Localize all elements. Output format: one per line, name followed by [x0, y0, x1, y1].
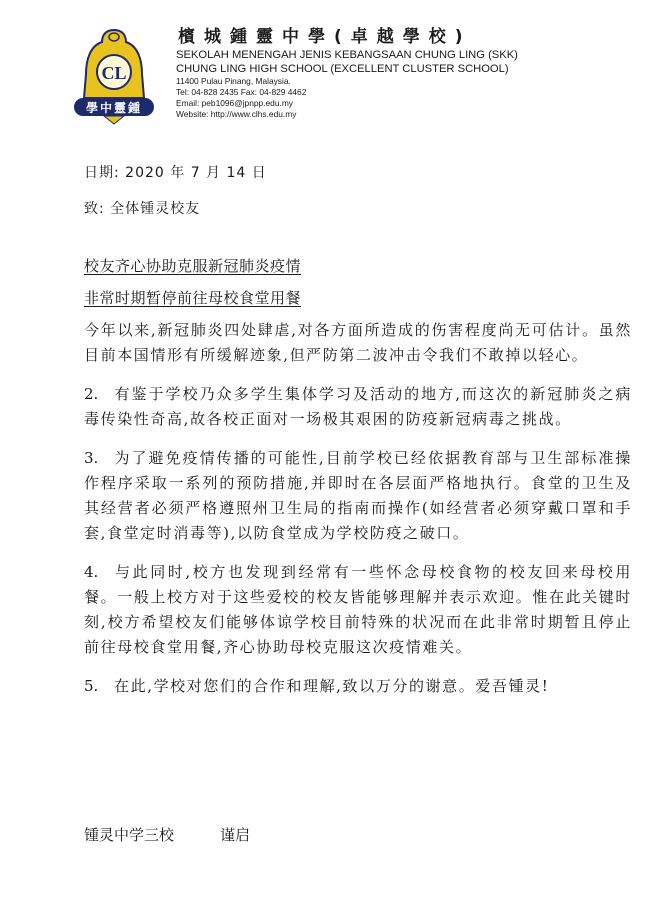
sender-name: 锺灵中学三校 — [84, 826, 175, 844]
logo-motto: 學中靈鍾 — [85, 101, 143, 115]
school-email: Email: peb1096@jpnpp.edu.my — [176, 98, 293, 108]
paragraph-3-number: 3. — [84, 449, 99, 467]
paragraph-1 — [84, 318, 632, 368]
school-name-chinese: 檳城鍾靈中學(卓越學校) — [178, 27, 472, 47]
paragraph-5-number: 5. — [84, 677, 99, 695]
school-logo — [72, 26, 156, 126]
paragraph-4-number: 4. — [84, 563, 99, 581]
closing-phrase: 谨启 — [220, 826, 251, 844]
letterhead-text — [176, 26, 636, 120]
logo-emblem-letters: CL — [101, 63, 127, 83]
paragraph-5 — [84, 674, 632, 699]
paragraph-2-text: 有鉴于学校乃众多学生集体学习及活动的地方,而这次的新冠肺炎之病毒传染性奇高,故各校正面对一场极其艰困的防疫新冠病毒之挑战。 — [84, 385, 632, 428]
letter-body — [84, 162, 632, 713]
letter-subheadline: 非常时期暂停前往母校食堂用餐 — [84, 289, 302, 307]
school-website: Website: http://www.clhs.edu.my — [176, 109, 297, 119]
letter-signoff — [84, 824, 484, 846]
paragraph-3-text: 为了避免疫情传播的可能性,目前学校已经依据教育部与卫生部标准操作程序采取一系列的预防措施,并即时在各层面严格地执行。食堂的卫生及其经营者必须严格遵照州卫生局的指南而操作(如经营者必须穿戴口罩和手套,食堂定时消毒等),以防食堂成为学校防疫之破口。 — [84, 449, 632, 542]
letter-headline: 校友齐心协助克服新冠肺炎疫情 — [84, 257, 302, 275]
school-phone-fax: Tel: 04-828 2435 Fax: 04-829 4462 — [176, 87, 307, 97]
letter-recipient: 致: 全体锺灵校友 — [84, 201, 201, 217]
paragraph-3 — [84, 446, 632, 546]
paragraph-5-text: 在此,学校对您们的合作和理解,致以万分的谢意。爱吾锺灵! — [114, 677, 550, 695]
school-address: 11400 Pulau Pinang, Malaysia. — [176, 76, 291, 86]
paragraph-2 — [84, 382, 632, 432]
paragraph-4 — [84, 560, 632, 660]
bell-emblem-icon — [72, 26, 156, 126]
paragraph-2-number: 2. — [84, 385, 99, 403]
paragraph-4-text: 与此同时,校方也发现到经常有一些怀念母校食物的校友回来母校用餐。一般上校方对于这些爱校的校友皆能够理解并表示欢迎。惟在此关键时刻,校方希望校友们能够体谅学校目前特殊的状况而在此非常时期暂且停止前往母校食堂用餐,齐心协助母校克服这次疫情难关。 — [84, 563, 632, 656]
letter-date: 日期: 2020 年 7 月 14 日 — [84, 165, 267, 181]
letterhead — [72, 26, 632, 134]
paragraph-1-text: 今年以来,新冠肺炎四处肆虐,对各方面所造成的伤害程度尚无可估计。虽然目前本国情形有所缓解迹象,但严防第二波冲击令我们不敢掉以轻心。 — [84, 321, 632, 364]
school-name-english: CHUNG LING HIGH SCHOOL (EXCELLENT CLUSTER SCHOOL) — [176, 63, 509, 75]
school-name-malay: SEKOLAH MENENGAH JENIS KEBANGSAAN CHUNG LING (SKK) — [176, 49, 518, 61]
